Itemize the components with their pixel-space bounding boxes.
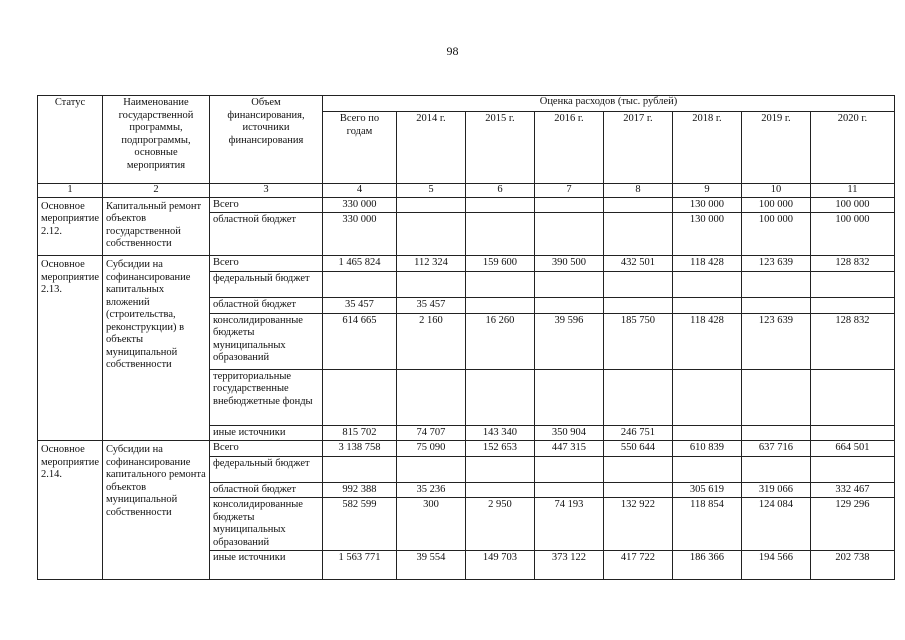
cell-value: 124 084: [741, 498, 810, 551]
row-name: Субсидии на софинансирование капитальных вложений (строительства, реконструкции) в объекты муниципальной собственности: [102, 256, 209, 441]
header-year: 2017 г.: [603, 112, 672, 184]
column-number: 8: [603, 184, 672, 198]
cell-value: [396, 213, 465, 256]
row-source: областной бюджет: [209, 298, 322, 314]
cell-value: [810, 298, 894, 314]
header-year: 2015 г.: [465, 112, 534, 184]
header-estimate: Оценка расходов (тыс. рублей): [322, 96, 894, 112]
row-source: консолидированные бюджеты муниципальных образований: [209, 498, 322, 551]
cell-value: 2 160: [396, 313, 465, 369]
cell-value: 159 600: [465, 256, 534, 272]
row-status: Основное мероприятие 2.12.: [38, 197, 103, 256]
table-row: [38, 441, 895, 457]
cell-value: 432 501: [603, 256, 672, 272]
cell-value: [741, 369, 810, 425]
cell-value: 100 000: [810, 213, 894, 256]
row-source: консолидированные бюджеты муниципальных образований: [209, 313, 322, 369]
row-source: иные источники: [209, 551, 322, 580]
cell-value: [672, 272, 741, 298]
budget-table: [37, 95, 895, 580]
cell-value: [741, 456, 810, 482]
cell-value: [741, 425, 810, 441]
cell-value: [603, 369, 672, 425]
cell-value: [672, 298, 741, 314]
row-name: Субсидии на софинансирование капитального ремонта объектов муниципальной собственности: [102, 441, 209, 580]
cell-value: 128 832: [810, 256, 894, 272]
cell-value: 128 832: [810, 313, 894, 369]
cell-value: [603, 197, 672, 213]
cell-value: 610 839: [672, 441, 741, 457]
cell-value: [396, 272, 465, 298]
cell-value: 143 340: [465, 425, 534, 441]
cell-value: [603, 272, 672, 298]
cell-value: 100 000: [741, 197, 810, 213]
cell-value: [465, 298, 534, 314]
cell-value: [534, 456, 603, 482]
header-year: 2016 г.: [534, 112, 603, 184]
cell-value: 390 500: [534, 256, 603, 272]
cell-value: [741, 298, 810, 314]
cell-value: [534, 298, 603, 314]
cell-value: 16 260: [465, 313, 534, 369]
header-name: Наименование государственной программы, подпрограммы, основные мероприятия: [102, 96, 209, 184]
header-year: 2014 г.: [396, 112, 465, 184]
cell-value: [322, 369, 396, 425]
header-status: Статус: [38, 96, 103, 184]
cell-value: 130 000: [672, 197, 741, 213]
cell-value: [465, 482, 534, 498]
cell-value: [603, 456, 672, 482]
column-number: 10: [741, 184, 810, 198]
cell-value: [534, 272, 603, 298]
cell-value: [322, 272, 396, 298]
cell-value: [534, 482, 603, 498]
cell-value: 185 750: [603, 313, 672, 369]
cell-value: 118 428: [672, 256, 741, 272]
cell-value: [672, 369, 741, 425]
cell-value: [465, 272, 534, 298]
cell-value: [810, 425, 894, 441]
cell-value: 129 296: [810, 498, 894, 551]
cell-value: 74 193: [534, 498, 603, 551]
cell-value: [672, 456, 741, 482]
cell-value: [603, 213, 672, 256]
cell-value: 149 703: [465, 551, 534, 580]
cell-value: 815 702: [322, 425, 396, 441]
cell-value: [603, 298, 672, 314]
cell-value: [396, 197, 465, 213]
cell-value: 2 950: [465, 498, 534, 551]
cell-value: [465, 456, 534, 482]
cell-value: [465, 197, 534, 213]
row-source: территориальные государственные внебюджетные фонды: [209, 369, 322, 425]
cell-value: [672, 425, 741, 441]
column-number: 5: [396, 184, 465, 198]
row-status: Основное мероприятие 2.14.: [38, 441, 103, 580]
cell-value: 35 457: [322, 298, 396, 314]
cell-value: 118 854: [672, 498, 741, 551]
page-number: 98: [446, 44, 459, 58]
cell-value: 152 653: [465, 441, 534, 457]
cell-value: 35 236: [396, 482, 465, 498]
row-source: Всего: [209, 197, 322, 213]
cell-value: 130 000: [672, 213, 741, 256]
cell-value: 332 467: [810, 482, 894, 498]
cell-value: 39 554: [396, 551, 465, 580]
cell-value: 992 388: [322, 482, 396, 498]
column-number: 3: [209, 184, 322, 198]
cell-value: 74 707: [396, 425, 465, 441]
header-year: 2019 г.: [741, 112, 810, 184]
column-number: 9: [672, 184, 741, 198]
cell-value: [396, 369, 465, 425]
cell-value: 373 122: [534, 551, 603, 580]
cell-value: 305 619: [672, 482, 741, 498]
cell-value: 100 000: [741, 213, 810, 256]
cell-value: 447 315: [534, 441, 603, 457]
row-source: федеральный бюджет: [209, 272, 322, 298]
row-source: областной бюджет: [209, 213, 322, 256]
cell-value: 186 366: [672, 551, 741, 580]
cell-value: 3 138 758: [322, 441, 396, 457]
cell-value: [534, 213, 603, 256]
cell-value: 123 639: [741, 313, 810, 369]
cell-value: 194 566: [741, 551, 810, 580]
cell-value: 123 639: [741, 256, 810, 272]
row-source: иные источники: [209, 425, 322, 441]
cell-value: [603, 482, 672, 498]
cell-value: 100 000: [810, 197, 894, 213]
cell-value: [396, 456, 465, 482]
header-volume: Объем финансирования, источники финансирования: [209, 96, 322, 184]
cell-value: 550 644: [603, 441, 672, 457]
row-status: Основное мероприятие 2.13.: [38, 256, 103, 441]
table-body: [38, 197, 895, 580]
cell-value: 330 000: [322, 197, 396, 213]
cell-value: 330 000: [322, 213, 396, 256]
cell-value: [465, 213, 534, 256]
cell-value: [534, 197, 603, 213]
cell-value: [810, 272, 894, 298]
cell-value: [810, 456, 894, 482]
cell-value: 39 596: [534, 313, 603, 369]
header-total: Всего по годам: [322, 112, 396, 184]
table-row: [38, 197, 895, 213]
table-header: [38, 96, 895, 198]
cell-value: 246 751: [603, 425, 672, 441]
cell-value: 75 090: [396, 441, 465, 457]
cell-value: 614 665: [322, 313, 396, 369]
cell-value: 350 904: [534, 425, 603, 441]
cell-value: 1 465 824: [322, 256, 396, 272]
cell-value: 417 722: [603, 551, 672, 580]
column-number: 1: [38, 184, 103, 198]
cell-value: [741, 272, 810, 298]
row-source: Всего: [209, 256, 322, 272]
cell-value: [322, 456, 396, 482]
cell-value: [465, 369, 534, 425]
column-number: 6: [465, 184, 534, 198]
column-number-row: [38, 184, 895, 198]
cell-value: 202 738: [810, 551, 894, 580]
cell-value: [810, 369, 894, 425]
row-source: федеральный бюджет: [209, 456, 322, 482]
cell-value: 1 563 771: [322, 551, 396, 580]
cell-value: 582 599: [322, 498, 396, 551]
row-name: Капитальный ремонт объектов государственной собственности: [102, 197, 209, 256]
column-number: 4: [322, 184, 396, 198]
cell-value: 319 066: [741, 482, 810, 498]
column-number: 11: [810, 184, 894, 198]
cell-value: [534, 369, 603, 425]
row-source: областной бюджет: [209, 482, 322, 498]
cell-value: 664 501: [810, 441, 894, 457]
cell-value: 637 716: [741, 441, 810, 457]
cell-value: 35 457: [396, 298, 465, 314]
cell-value: 118 428: [672, 313, 741, 369]
cell-value: 112 324: [396, 256, 465, 272]
cell-value: 132 922: [603, 498, 672, 551]
table-row: [38, 256, 895, 272]
cell-value: 300: [396, 498, 465, 551]
header-year: 2020 г.: [810, 112, 894, 184]
column-number: 2: [102, 184, 209, 198]
column-number: 7: [534, 184, 603, 198]
row-source: Всего: [209, 441, 322, 457]
header-year: 2018 г.: [672, 112, 741, 184]
